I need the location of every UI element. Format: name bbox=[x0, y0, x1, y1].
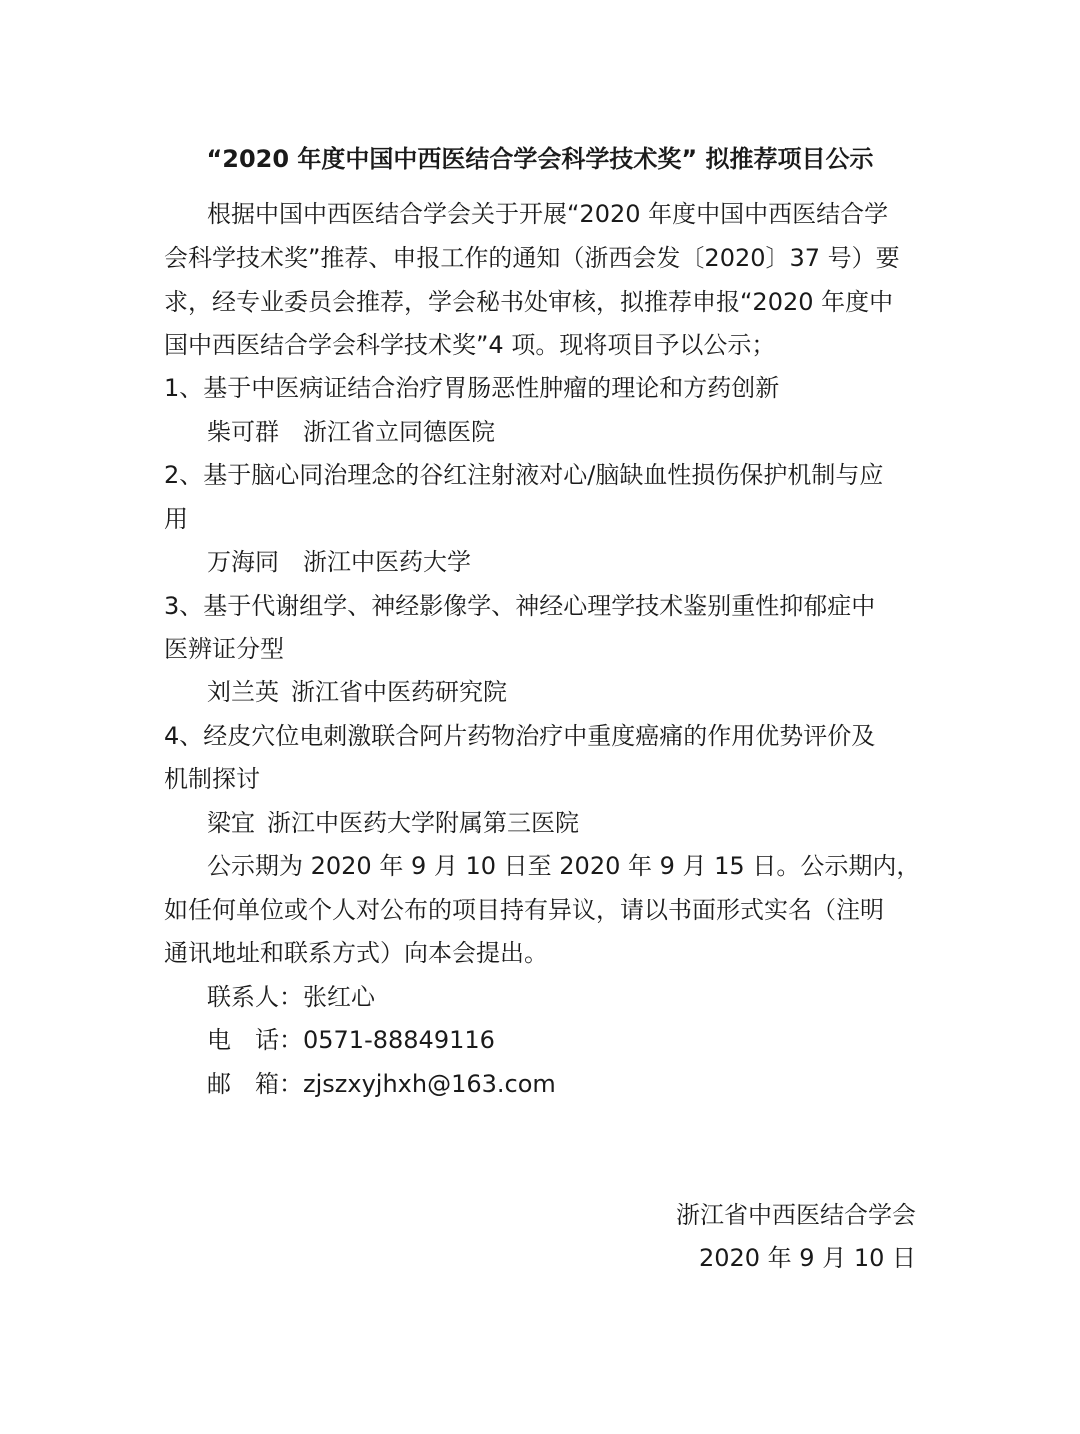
project-4-org: 浙江中医药大学附属第三医院 bbox=[267, 809, 579, 837]
signature-org: 浙江省中西医结合学会 bbox=[676, 1201, 916, 1229]
project-1-title: 1、基于中医病证结合治疗胃肠恶性肿瘤的理论和方药创新 bbox=[164, 374, 780, 402]
contact-phone bbox=[164, 1024, 916, 1056]
notice-line: 公示期为 2020 年 9 月 10 日至 2020 年 9 月 15 日。公示期内， bbox=[207, 852, 921, 880]
contact-person-value: 张红心 bbox=[303, 983, 375, 1011]
contact-email bbox=[164, 1068, 916, 1100]
contact-phone-value: 0571-88849116 bbox=[303, 1026, 495, 1054]
contact-person bbox=[164, 981, 916, 1013]
project-2-person: 万海同 bbox=[207, 548, 279, 576]
contact-phone-label: 电 话： bbox=[207, 1026, 303, 1054]
contact-email-label: 邮 箱： bbox=[207, 1070, 303, 1098]
contact-email-value: zjszxyjhxh@163.com bbox=[303, 1070, 556, 1098]
notice-line: 如任何单位或个人对公布的项目持有异议，请以书面形式实名（注明 bbox=[164, 896, 884, 924]
project-4-owner bbox=[164, 807, 916, 839]
intro-line: 国中西医结合学会科学技术奖”4 项。现将项目予以公示； bbox=[164, 331, 776, 359]
signature-date: 2020 年 9 月 10 日 bbox=[698, 1244, 916, 1272]
project-3-owner bbox=[164, 676, 916, 708]
project-2-org: 浙江中医药大学 bbox=[303, 548, 471, 576]
project-1-person: 柴可群 bbox=[207, 418, 279, 446]
project-2-title-cont: 用 bbox=[164, 505, 188, 533]
project-4-title-cont: 机制探讨 bbox=[164, 765, 260, 793]
project-2-owner bbox=[164, 546, 916, 578]
project-4-title: 4、经皮穴位电刺激联合阿片药物治疗中重度癌痛的作用优势评价及 bbox=[164, 722, 876, 750]
contact-person-label: 联系人： bbox=[207, 983, 303, 1011]
document-title: “2020 年度中国中西医结合学会科学技术奖” 拟推荐项目公示 bbox=[206, 145, 874, 173]
project-3-person: 刘兰英 bbox=[207, 678, 279, 706]
project-1-org: 浙江省立同德医院 bbox=[303, 418, 495, 446]
project-3-title-cont: 医辨证分型 bbox=[164, 635, 284, 663]
intro-line: 会科学技术奖”推荐、申报工作的通知（浙西会发〔2020〕37 号）要 bbox=[164, 244, 900, 272]
project-3-title: 3、基于代谢组学、神经影像学、神经心理学技术鉴别重性抑郁症中 bbox=[164, 592, 876, 620]
project-1-owner bbox=[164, 416, 916, 448]
project-3-org: 浙江省中医药研究院 bbox=[291, 678, 507, 706]
intro-line: 求，经专业委员会推荐，学会秘书处审核，拟推荐申报“2020 年度中 bbox=[164, 288, 894, 316]
project-2-title: 2、基于脑心同治理念的谷红注射液对心/脑缺血性损伤保护机制与应 bbox=[164, 461, 884, 489]
intro-line: 根据中国中西医结合学会关于开展“2020 年度中国中西医结合学 bbox=[207, 200, 889, 228]
notice-line: 通讯地址和联系方式）向本会提出。 bbox=[164, 939, 548, 967]
project-4-person: 梁宜 bbox=[207, 809, 255, 837]
